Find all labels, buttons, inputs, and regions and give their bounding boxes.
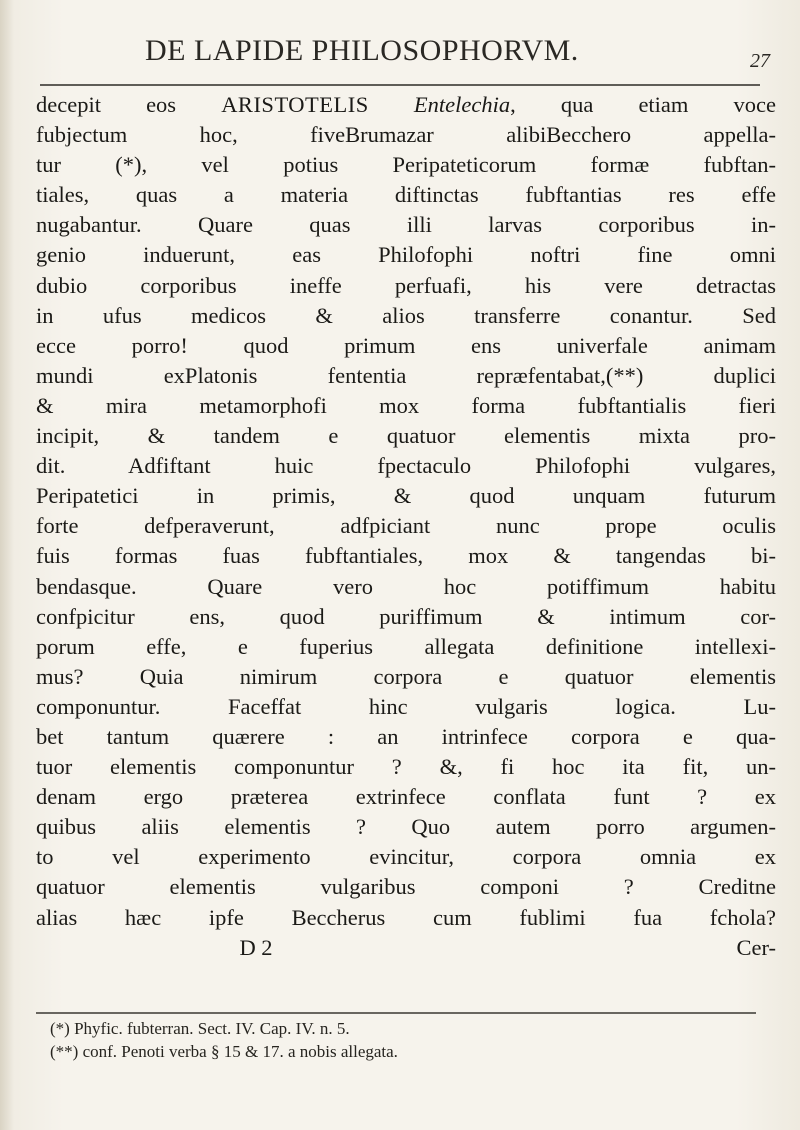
text-line-27: quatuor elementis vulgaribus componi ? Creditne xyxy=(36,874,776,900)
text-line-17: bendasque. Quare vero hoc potiffimum habitu xyxy=(36,573,776,599)
italic-term: Entelechia xyxy=(413,92,511,117)
header-rule xyxy=(40,84,760,86)
text-line-24: denam ergo præterea extrinfece conflata funt ? ex xyxy=(36,784,776,810)
text-line-7: dubio corporibus ineffe perfuafi, his vere detractas xyxy=(36,272,776,298)
page-header xyxy=(0,30,800,80)
text-line-10: mundi exPlatonis fententia repræfentabat,(**) duplici xyxy=(36,362,776,388)
text-line-6: genio induerunt, eas Philofophi noftri fine omni xyxy=(36,242,776,268)
signature-line xyxy=(36,933,776,963)
footnotes xyxy=(50,1017,750,1063)
footnote-1: (*) Phyfic. fubterran. Sect. IV. Cap. IV. n. 5. xyxy=(50,1019,350,1038)
page-number: 27 xyxy=(750,50,770,72)
text-line-14: Peripatetici in primis, & quod unquam futurum xyxy=(36,483,776,509)
catchword: Cer- xyxy=(736,934,776,960)
text-line-23: tuor elementis componuntur ? &, fi hoc ita fit, un- xyxy=(36,754,776,780)
binding-shadow xyxy=(0,0,14,1130)
text-line-8: in ufus medicos & alios transferre conantur. Sed xyxy=(36,302,776,328)
text-line-21: componuntur. Faceffat hinc vulgaris logica. Lu- xyxy=(36,693,776,719)
text-line-13: dit. Adfiftant huic fpectaculo Philofophi vulgares, xyxy=(36,453,776,479)
text-line-28: alias hæc ipfe Beccherus cum fublimi fua fchola? xyxy=(36,904,776,930)
running-head: DE LAPIDE PHILOSOPHORVM. xyxy=(145,34,579,67)
text-line-19: porum effe, e fuperius allegata definitione intellexi- xyxy=(36,633,776,659)
text-line-12: incipit, & tandem e quatuor elementis mixta pro- xyxy=(36,423,776,449)
text-line-25: quibus aliis elementis ? Quo autem porro argumen- xyxy=(36,814,776,840)
author-name: ARISTOTELIS xyxy=(221,92,369,117)
text-line-2: fubjectum hoc, fiveBrumazar alibiBecchero appella- xyxy=(36,122,776,148)
text-line-1: decepit eos ARISTOTELIS Entelechia, qua etiam voce xyxy=(36,92,776,117)
text-line-5: nugabantur. Quare quas illi larvas corporibus in- xyxy=(36,212,776,238)
body-text xyxy=(36,90,776,963)
text-line-15: forte defperaverunt, adfpiciant nunc prope oculis xyxy=(36,513,776,539)
footnote-2: (**) conf. Penoti verba § 15 & 17. a nobis allegata. xyxy=(50,1042,398,1061)
text-line-20: mus? Quia nimirum corpora e quatuor elementis xyxy=(36,663,776,689)
text-line-16: fuis formas fuas fubftantiales, mox & tangendas bi- xyxy=(36,543,776,569)
footnote-rule xyxy=(36,1012,756,1014)
signature-mark: D 2 xyxy=(239,934,273,960)
text-line-3: tur (*), vel potius Peripateticorum formæ fubftan- xyxy=(36,152,776,178)
text-line-4: tiales, quas a materia diftinctas fubftantias res effe xyxy=(36,182,776,208)
text-line-18: confpicitur ens, quod puriffimum & intimum cor- xyxy=(36,603,776,629)
text-line-9: ecce porro! quod primum ens univerfale animam xyxy=(36,332,776,358)
text-line-26: to vel experimento evincitur, corpora omnia ex xyxy=(36,844,776,870)
text-line-22: bet tantum quærere : an intrinfece corpora e qua- xyxy=(36,723,776,749)
text-line-11: & mira metamorphofi mox forma fubftantialis fieri xyxy=(36,392,776,418)
